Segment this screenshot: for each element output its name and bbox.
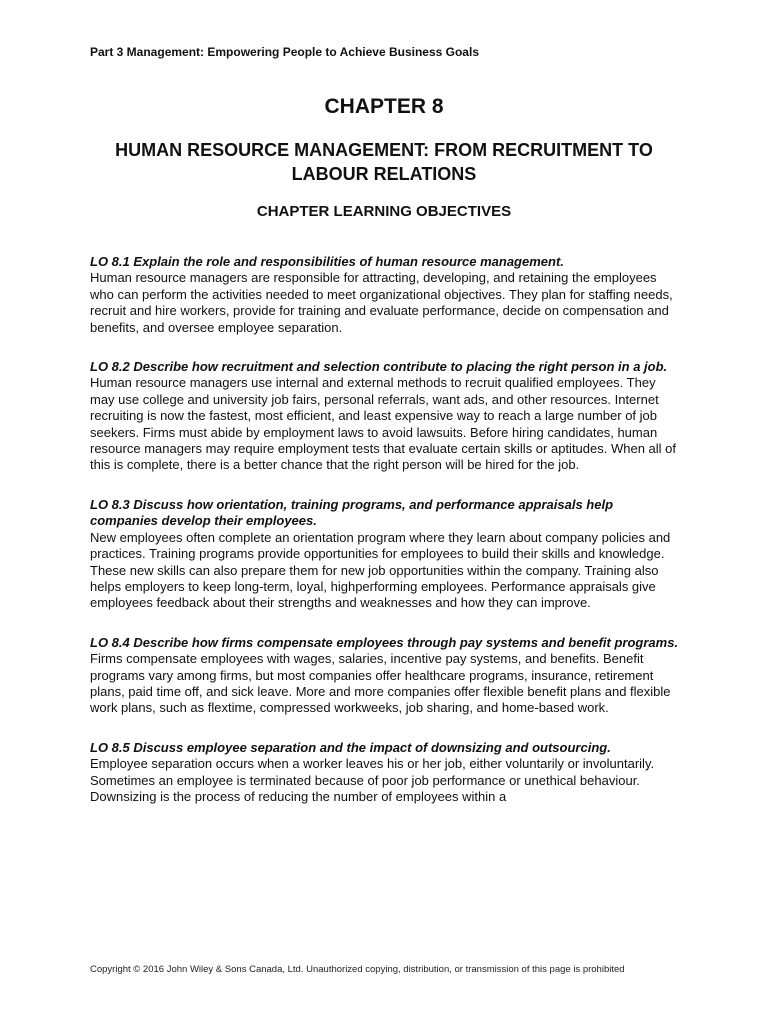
learning-objective-8-2 (90, 359, 682, 474)
objective-body: Firms compensate employees with wages, salaries, incentive pay systems, and benefits. Benefit programs vary among firms, but most companies offer healthcare programs, insurance, retirement plans, paid time off, and sick leave. More and more companies offer flexible benefit plans and flexible work plans, such as flextime, compressed workweeks, job sharing, and home-based work. (90, 651, 671, 716)
learning-objective-8-1 (90, 254, 682, 336)
copyright-footer: Copyright © 2016 John Wiley & Sons Canada, Ltd. Unauthorized copying, distribution, or transmission of this page is prohibited (90, 964, 625, 975)
objective-heading: LO 8.4 Describe how firms compensate employees through pay systems and benefit programs. (90, 634, 679, 650)
objective-heading: LO 8.3 Discuss how orientation, training programs, and performance appraisals help companies develop their employees. (90, 496, 614, 529)
objective-heading: LO 8.1 Explain the role and responsibilities of human resource management. (90, 254, 564, 269)
chapter-title: CHAPTER 8 (324, 95, 444, 118)
objectives-section-title: CHAPTER LEARNING OBJECTIVES (256, 203, 512, 220)
objective-heading: LO 8.2 Describe how recruitment and selection contribute to placing the right person in a job. (90, 359, 668, 375)
learning-objective-8-5 (90, 740, 682, 806)
running-head: Part 3 Management: Empowering People to Achieve Business Goals (90, 45, 479, 59)
learning-objective-8-3 (90, 497, 682, 612)
objective-body: Employee separation occurs when a worker leaves his or her job, either voluntarily or involuntarily. Sometimes an employee is terminated because of poor job performance or unethical behaviour. Downsizing is the process of reducing the number of employees within a (90, 756, 655, 804)
objective-body: Human resource managers are responsible for attracting, developing, and retaining the employees who can perform the activities needed to meet organizational objectives. They plan for staffing needs, recruit and hire workers, provide for training and evaluate performance, decide on compensation and benefits, and oversee employee separation. (90, 270, 673, 335)
chapter-subtitle: HUMAN RESOURCE MANAGEMENT: FROM RECRUITMENT TO LABOUR RELATIONS (115, 140, 653, 184)
objective-heading: LO 8.5 Discuss employee separation and the impact of downsizing and outsourcing. (90, 739, 611, 755)
objective-body: Human resource managers use internal and external methods to recruit qualified employees. They may use college and university job fairs, personal referrals, want ads, and other resources. Internet recruiting is now the fastest, most efficient, and least expensive way to reach a large number of job seekers. Firms must abide by employment laws to avoid lawsuits. Before hiring candidates, human resource managers may require employment tests that evaluate certain skills or aptitudes. When all of this is complete, there is a better chance that the right person will be hired for the job. (90, 375, 676, 473)
objective-body: New employees often complete an orientation program where they learn about company policies and practices. Training programs provide opportunities for employees to build their skills and knowledge. These new skills can also prepare them for new job opportunities within the company. Training also helps employers to keep long-term, loyal, highperforming employees. Performance appraisals give employees feedback about their strengths and weaknesses and how they can improve. (90, 529, 671, 611)
learning-objective-8-4 (90, 635, 682, 717)
learning-objectives-list (90, 254, 682, 828)
